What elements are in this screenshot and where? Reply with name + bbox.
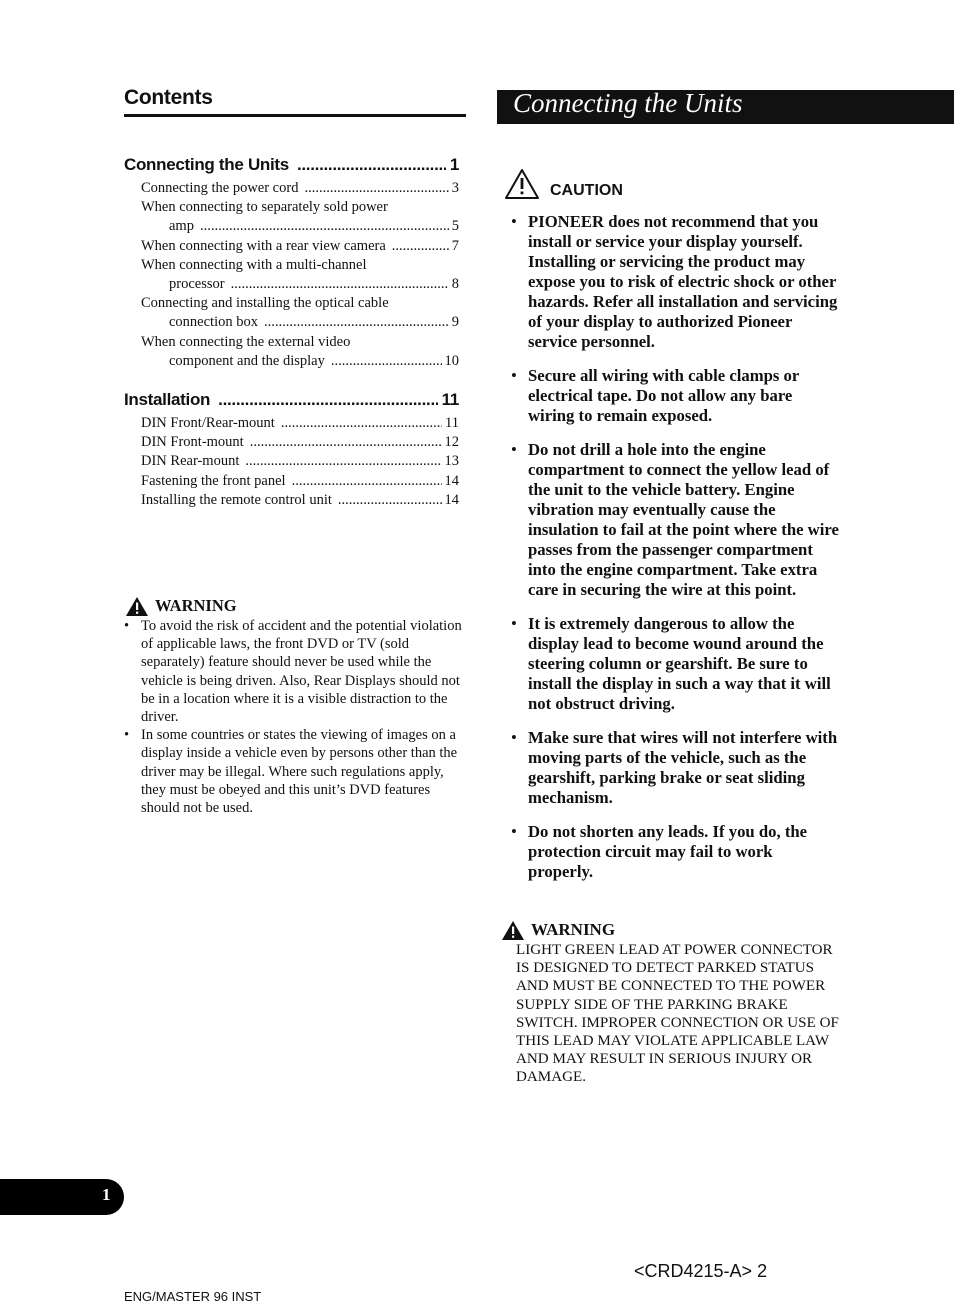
toc-entry[interactable]: Connecting and installing the optical cable connection box ..... 9	[141, 294, 459, 332]
caution-item: • It is extremely dangerous to allow the display lead to become wound around the steering column or gearshift. Be sure to install the display in such a way that it will not obstruct driving.	[511, 614, 841, 714]
toc-entry[interactable]: Fastening the front panel ..... 14	[141, 472, 459, 491]
toc-entry[interactable]: When connecting with a rear view camera ..... 7	[141, 237, 459, 256]
left-warning-heading	[126, 596, 237, 616]
contents-title: Contents	[124, 86, 213, 109]
toc-entry[interactable]: DIN Rear-mount ..... 13	[141, 452, 459, 471]
toc-heading-connecting[interactable]	[124, 155, 459, 175]
right-warning-text: LIGHT GREEN LEAD AT POWER CONNECTOR IS DESIGNED TO DETECT PARKED STATUS AND MUST BE CONNECTED TO THE POWER SUPPLY SIDE OF THE PARKING BRAKE SWITCH. IMPROPER CONNECTION OR USE OF THIS LEAD MAY VIOLATE APPLICABLE LAW AND MAY RESULT IN SERIOUS INJURY OR DAMAGE.	[516, 942, 839, 1086]
caution-item: • Do not drill a hole into the engine compartment to connect the yellow lead of the unit to the vehicle battery. Engine vibration may eventually cause the insulation to fail at the point where the wire passes from the passenger compartment into the engine compartment. Take extra care in securing the wire at this point.	[511, 440, 841, 600]
toc-entry[interactable]: When connecting with a multi-channel processor ..... 8	[141, 256, 459, 294]
toc-heading-page: 11	[441, 390, 459, 409]
caution-item: • PIONEER does not recommend that you install or service your display yourself. Installing or servicing the product may expose you to risk of electric shock or other hazards. Refer all installation and servicing of your display to authorized Pioneer service personnel.	[511, 212, 841, 352]
caution-item: • Do not shorten any leads. If you do, the protection circuit may fail to work properly.	[511, 822, 841, 882]
caution-item: • Secure all wiring with cable clamps or electrical tape. Do not allow any bare wiring to remain exposed.	[511, 366, 841, 426]
toc-entry[interactable]: DIN Front/Rear-mount ..... 11	[141, 414, 459, 433]
master-label: ENG/MASTER 96 INST	[124, 1289, 262, 1304]
left-warning-list	[124, 617, 466, 817]
toc-list-connecting	[141, 179, 459, 371]
toc-heading-page: 1	[449, 155, 459, 174]
caution-triangle-icon	[504, 168, 540, 200]
warning-triangle-icon	[502, 921, 524, 940]
toc-entry[interactable]: When connecting to separately sold power amp ..... 5	[141, 198, 459, 236]
caution-item: • Make sure that wires will not interfere with moving parts of the vehicle, such as the gearshift, parking brake or seat sliding mechanism.	[511, 728, 841, 808]
right-warning-heading	[502, 920, 615, 940]
caution-list	[511, 212, 841, 896]
warning-item: • In some countries or states the viewing of images on a display inside a vehicle even by persons other than the driver may be illegal. Where such regulations apply, they must be obeyed and this unit’s DVD features should not be used.	[124, 726, 466, 817]
toc-entry[interactable]: Installing the remote control unit ..... 14	[141, 491, 459, 510]
toc-entry[interactable]: DIN Front-mount ..... 12	[141, 433, 459, 452]
warning-item: • To avoid the risk of accident and the potential violation of applicable laws, the front DVD or TV (sold separately) feature should never be used while the vehicle is being driven. Also, Rear Displays should not be in a location where it is a visible distraction to the driver.	[124, 617, 466, 726]
caution-heading	[504, 168, 623, 200]
toc-entry[interactable]: Connecting the power cord ..... 3	[141, 179, 459, 198]
contents-divider	[124, 114, 466, 117]
warning-triangle-icon	[126, 597, 148, 616]
toc-heading-label: Installation	[124, 390, 211, 409]
section-title: Connecting the Units	[513, 88, 743, 118]
caution-label: CAUTION	[550, 182, 623, 199]
toc-list-installation	[141, 414, 459, 510]
toc-heading-installation[interactable]	[124, 390, 459, 410]
toc-heading-label: Connecting the Units	[124, 155, 289, 174]
toc-entry[interactable]: When connecting the external video component and the display ..... 10	[141, 333, 459, 371]
document-code: <CRD4215-A> 2	[634, 1261, 768, 1281]
warning-label: WARNING	[531, 920, 616, 939]
page-number: 1	[102, 1185, 111, 1204]
warning-label: WARNING	[155, 596, 237, 615]
